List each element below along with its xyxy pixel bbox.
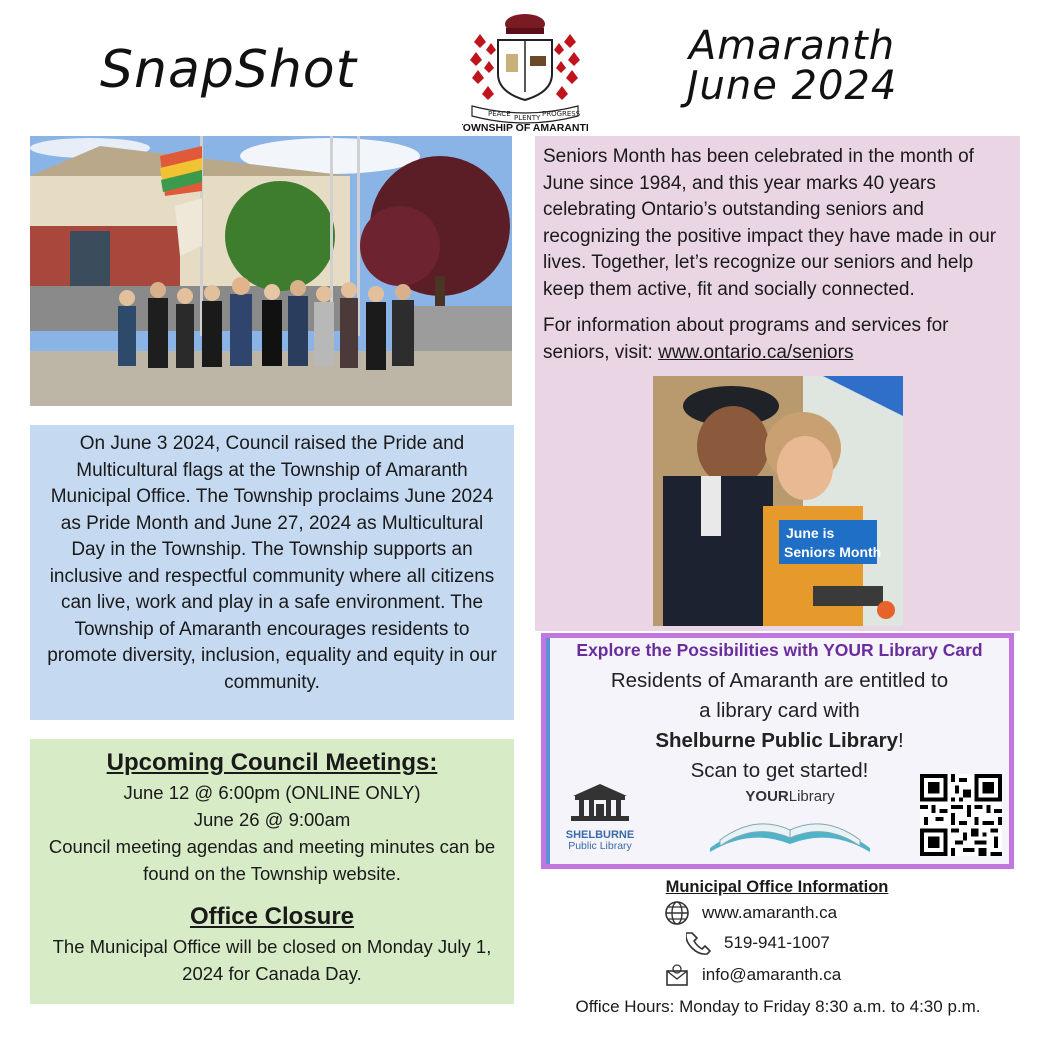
seniors-info-paragraph: [543, 313, 1010, 366]
library-line-3: [550, 729, 1009, 753]
email-text[interactable]: info@amaranth.ca: [702, 965, 842, 984]
website-text[interactable]: www.amaranth.ca: [702, 903, 838, 922]
seniors-info-prefix: For information about programs and services for seniors, visit:: [543, 315, 949, 363]
seniors-paragraph: Seniors Month has been celebrated in the month of June since 1984, and this year marks 40 years celebrating Ontario’s outstanding seniors and recognizing the positive impact they have made in our lives. Together, let’s recognize our seniors and help keep them active, fit and socially connected.: [543, 146, 997, 300]
library-line-2: a library card with: [699, 699, 860, 722]
meeting-minutes-note: Council meeting agendas and meeting minutes can be found on the Township website.: [48, 836, 496, 884]
township-logo: [462, 10, 588, 132]
issue-place: Amaranth: [688, 23, 896, 69]
library-line-1: Residents of Amaranth are entitled to: [610, 669, 949, 692]
meeting-line-2: June 26 @ 9:00am: [193, 809, 351, 830]
seniors-month-image: [653, 376, 903, 626]
library-heading: Explore the Possibilities with YOUR Library Card: [576, 640, 983, 660]
shelburne-logo-text-2: Public Library: [568, 840, 632, 852]
library-name: Shelburne Public Library: [655, 729, 898, 752]
logo-caption: TOWNSHIP OF AMARANTH: [462, 122, 588, 132]
seniors-image-label-1: June is: [786, 525, 835, 541]
council-meetings-box: [30, 739, 514, 1004]
email-icon: [664, 962, 690, 988]
your-library-logo: [690, 788, 890, 858]
issue-date: June 2024: [686, 63, 898, 109]
seniors-month-box: [535, 136, 1020, 631]
newsletter-title: SnapShot: [100, 40, 358, 100]
seniors-image-label-2: Seniors Month: [784, 544, 882, 560]
library-exclaim: !: [897, 729, 904, 752]
globe-icon: [664, 900, 690, 926]
office-hours: Office Hours: Monday to Friday 8:30 a.m. to 4:30 p.m.: [575, 997, 981, 1016]
phone-contact[interactable]: [686, 930, 830, 956]
meeting-line-1: June 12 @ 6:00pm (ONLINE ONLY): [123, 782, 421, 803]
phone-text[interactable]: 519-941-1007: [724, 933, 830, 952]
logo-motto-left: PEACE: [488, 110, 511, 118]
website-contact[interactable]: [664, 900, 837, 926]
library-line-4: Scan to get started!: [690, 759, 869, 782]
office-closure-heading: Office Closure: [189, 903, 355, 930]
ontario-seniors-link[interactable]: www.ontario.ca/seniors: [658, 341, 854, 363]
library-building-icon: [567, 782, 633, 822]
pride-text: On June 3 2024, Council raised the Pride and Multicultural flags at the Township of Amaranth Municipal Office. The Township proclaims June 2024 as Pride Month and June 27, 2024 as Multicultural Day in the Township. The Township supports an inclusive and respectful community where all citizens can live, work and play in a safe environment. The Township of Amaranth encourages residents to promote diversity, inclusion, equality and equity in our community.: [47, 433, 497, 693]
logo-motto-right: PROGRESS: [542, 110, 581, 118]
shelburne-logo-text-1: SHELBURNE: [565, 829, 635, 841]
library-card-ad: [541, 633, 1014, 869]
issue-title: [672, 23, 912, 109]
yourlib-bold: YOUR: [745, 788, 789, 805]
pride-announcement: [30, 425, 514, 720]
email-contact[interactable]: [664, 962, 841, 988]
phone-icon: [686, 930, 712, 956]
library-qr-code[interactable]: [920, 774, 1002, 856]
meetings-heading: Upcoming Council Meetings:: [106, 749, 438, 776]
office-closure-text: The Municipal Office will be closed on Monday July 1, 2024 for Canada Day.: [52, 936, 492, 984]
group-flag-raising-photo: [30, 136, 512, 406]
yourlib-rest: Library: [788, 788, 835, 805]
shelburne-library-logo: [564, 782, 636, 854]
municipal-info-heading: Municipal Office Information: [665, 878, 889, 896]
logo-motto-center: PLENTY: [514, 114, 541, 122]
